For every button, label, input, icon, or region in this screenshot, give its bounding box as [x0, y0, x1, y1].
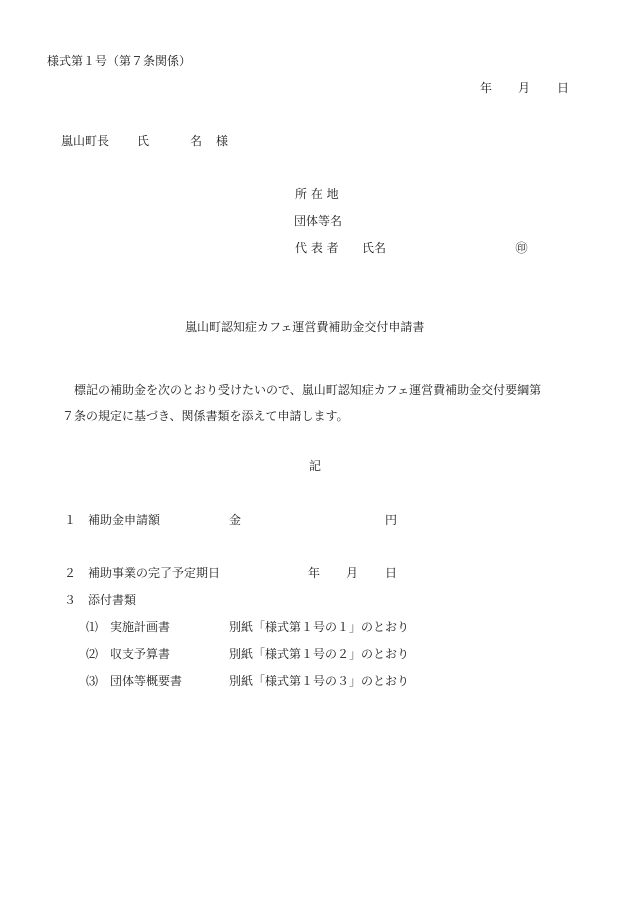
attachment-1-number: ⑴ [86, 620, 99, 634]
item2-year: 年 [308, 566, 321, 580]
attachment-2-name: 収支予算書 [110, 647, 171, 661]
seal-mark [515, 242, 528, 255]
attachment-1-ref: 別紙「様式第１号の１」のとおり [229, 620, 410, 634]
seal-icon: ㊞ [515, 241, 528, 255]
name-label: 氏名 [362, 241, 387, 255]
item1-yen: 円 [385, 513, 398, 527]
body-line-1: 標記の補助金を次のとおり受けたいので、嵐山町認知症カフェ運営費補助金交付要綱第 [74, 383, 542, 397]
date-year-label: 年 [480, 81, 493, 95]
item1-kin: 金 [229, 513, 242, 527]
attachment-3-name: 団体等概要書 [110, 674, 183, 688]
item2-number: ２ [64, 566, 77, 580]
item2-month: 月 [346, 566, 359, 580]
attachment-2-ref: 別紙「様式第１号の２」のとおり [229, 647, 410, 661]
representative-label: 代 表 者 [295, 241, 339, 255]
addressee-shi: 氏 [137, 134, 150, 148]
addressee-mei: 名 [190, 134, 203, 148]
attachment-2-number: ⑵ [86, 647, 99, 661]
document-title: 嵐山町認知症カフェ運営費補助金交付申請書 [185, 320, 425, 334]
body-paragraph [62, 377, 592, 429]
attachment-3-ref: 別紙「様式第１号の３」のとおり [229, 674, 410, 688]
addressee-org: 嵐山町長 [61, 134, 110, 148]
address-label: 所 在 地 [295, 187, 339, 201]
date-month-label: 月 [518, 81, 531, 95]
item1-label: 補助金申請額 [88, 513, 161, 527]
date-day-label: 日 [557, 81, 570, 95]
item2-label: 補助事業の完了予定期日 [88, 566, 221, 580]
addressee-sama: 様 [216, 134, 229, 148]
attachment-1-name: 実施計画書 [110, 620, 171, 634]
group-name-label: 団体等名 [294, 214, 343, 228]
item3-number: ３ [64, 593, 77, 607]
ki-heading: 記 [309, 459, 322, 473]
attachment-3-number: ⑶ [86, 674, 99, 688]
item3-label: 添付書類 [88, 593, 137, 607]
body-line-2: ７条の規定に基づき、関係書類を添えて申請します。 [62, 409, 349, 423]
item1-number: １ [64, 513, 77, 527]
item2-day: 日 [385, 566, 398, 580]
form-number: 様式第１号（第７条関係） [47, 54, 192, 68]
